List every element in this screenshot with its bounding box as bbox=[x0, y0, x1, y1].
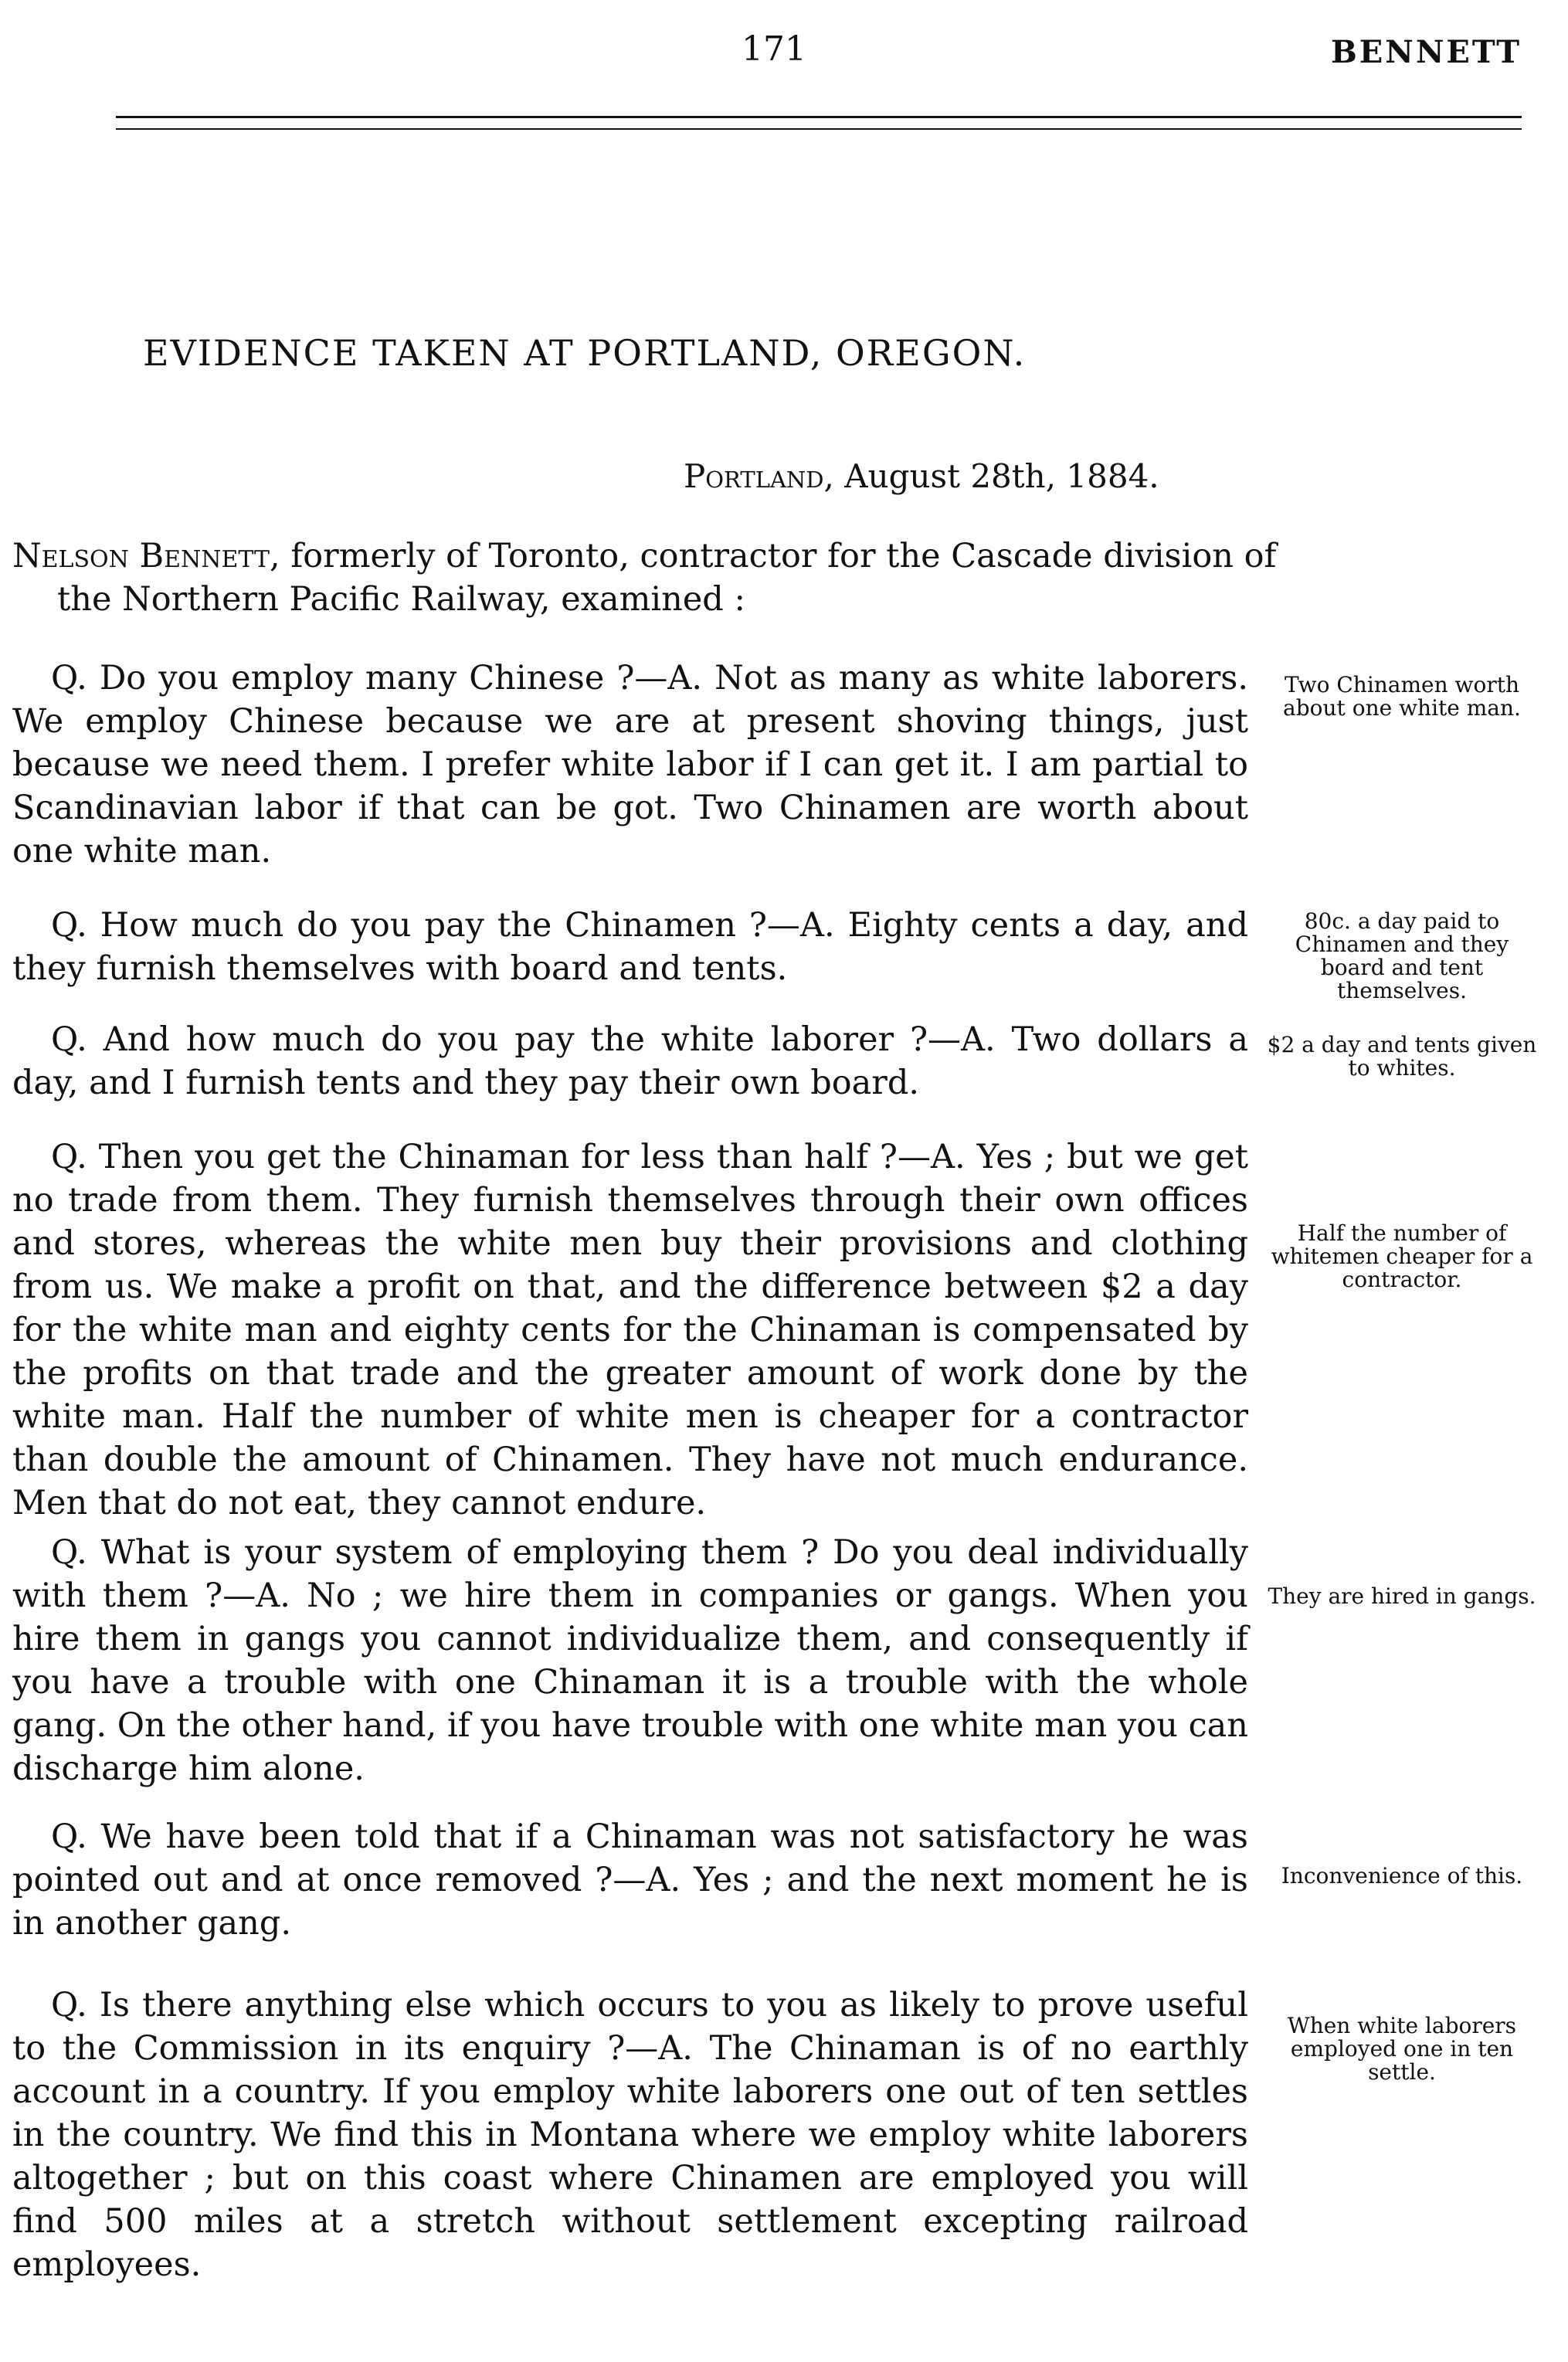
header-rule-thin bbox=[116, 128, 1522, 130]
qa-paragraph-3: Q. And how much do you pay the white laborer ?—A. Two dollars a day, and I furnish tents and they pay their own board. bbox=[12, 1020, 1248, 1102]
side-note-4: Half the number of whitemen cheaper for a contractor. bbox=[1271, 1220, 1533, 1292]
section-title: EVIDENCE TAKEN AT PORTLAND, OREGON. bbox=[143, 332, 1027, 374]
qa-paragraph-4: Q. Then you get the Chinaman for less than half ?—A. Yes ; but we get no trade from them. They furnish themselves through their own offices and stores, whereas the white men buy their provisions and clothing from us. We make a profit on that, and the difference between $2 a day for the white man and eighty cents for the Chinaman is compensated by the profits on that trade and the greater amount of work done by the white man. Half the number of white men is cheaper for a contractor than double the amount of Chinamen. They have not much endurance. Men that do not eat, they cannot endure. bbox=[12, 1138, 1248, 1522]
side-note-7: When white laborers employed one in ten settle. bbox=[1287, 2013, 1517, 2085]
header-rule bbox=[116, 116, 1522, 118]
side-note-6: Inconvenience of this. bbox=[1281, 1863, 1523, 1889]
qa-paragraph-7: Q. Is there anything else which occurs to you as likely to prove useful to the Commission in its enquiry ?—A. The Chinaman is of no earthly account in a country. If you employ white laborers one out of ten settles in the country. We find this in Montana where we employ white laborers altogether ; but on this coast where Chinamen are employed you will find 500 miles at a stretch without settlement excepting railroad employees. bbox=[12, 1986, 1248, 2284]
witness-name: Nelson Bennett bbox=[12, 537, 270, 575]
dateline bbox=[684, 457, 1159, 495]
qa-paragraph-6: Q. We have been told that if a Chinaman was not satisfactory he was pointed out and at once removed ?—A. Yes ; and the next moment he is in another gang. bbox=[12, 1817, 1248, 1943]
witness-description: , formerly of Toronto, contractor for the Cascade division of the Northern Pacific Railway, examined : bbox=[57, 537, 1277, 619]
page-number: 171 bbox=[742, 29, 806, 69]
side-note-5: They are hired in gangs. bbox=[1268, 1583, 1536, 1609]
qa-paragraph-2: Q. How much do you pay the Chinamen ?—A. Eighty cents a day, and they furnish themselves with board and tents. bbox=[12, 906, 1248, 988]
witness-intro bbox=[12, 535, 1293, 621]
dateline-date: , August 28th, 1884. bbox=[823, 457, 1159, 495]
qa-paragraph-5: Q. What is your system of employing them ? Do you deal individually with them ?—A. No ; we hire them in companies or gangs. When you hire them in gangs you cannot individualize them, and consequently if you have a trouble with one Chinaman it is a trouble with the whole gang. On the other hand, if you have trouble with one white man you can discharge him alone. bbox=[12, 1533, 1248, 1788]
side-note-2: 80c. a day paid to Chinamen and they board and tent themselves. bbox=[1295, 908, 1509, 1003]
running-head: BENNETT bbox=[1330, 34, 1522, 70]
side-note-3: $2 a day and tents given to whites. bbox=[1267, 1032, 1537, 1081]
qa-paragraph-1: Q. Do you employ many Chinese ?—A. Not as many as white laborers. We employ Chinese because we are at present shoving things, just because we need them. I prefer white labor if I can get it. I am partial to Scandinavian labor if that can be got. Two Chinamen are worth about one white man. bbox=[12, 659, 1248, 870]
side-note-1: Two Chinamen worth about one white man. bbox=[1283, 672, 1521, 721]
page-header bbox=[116, 29, 1522, 91]
dateline-place: Portland bbox=[684, 457, 824, 495]
